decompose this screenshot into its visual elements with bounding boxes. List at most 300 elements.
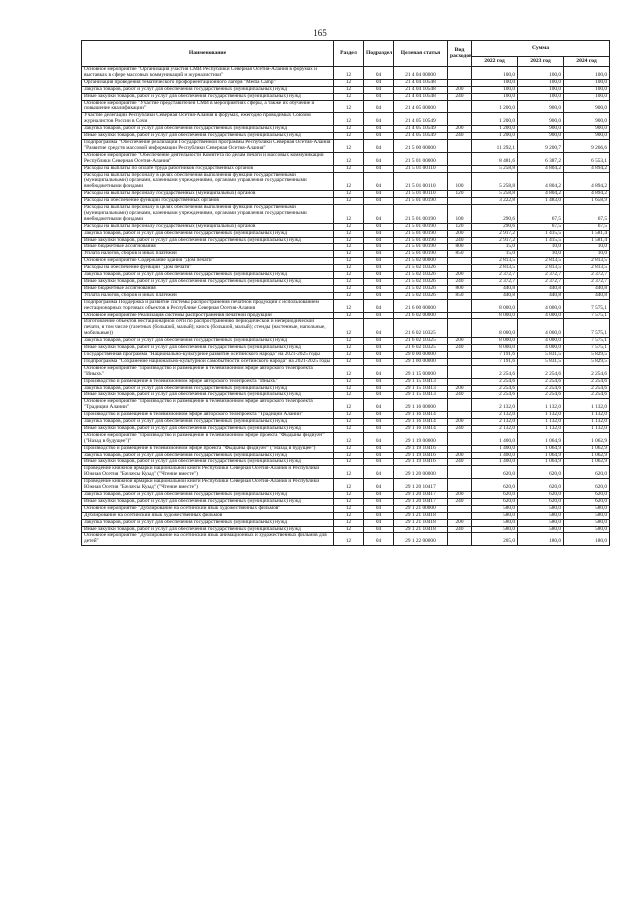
cell-article: 21 5 01 00000 [394,152,448,165]
cell-article: 29 1 15 10413 [394,378,448,385]
cell-subsection: 04 [364,272,394,279]
cell-expense-type: 240 [448,526,472,533]
cell-name: Основное мероприятие "Производство и размещение в телевизионном эфире авторского телепроекта "Иныхъ" [82,365,334,378]
cell-subsection: 04 [364,152,394,165]
cell-sum-2024: 7 575,1 [564,319,610,338]
cell-name: Иные закупки товаров, работ и услуг для обеспечения государственных (муниципальных) нужд [82,279,334,286]
cell-section: 12 [334,479,364,492]
cell-subsection: 04 [364,526,394,533]
cell-sum-2024: 1 062,9 [564,459,610,466]
cell-sum-2024: 67,5 [564,223,610,230]
table-row [82,432,610,445]
cell-sum-2024: 1 581,4 [564,230,610,237]
cell-sum-2023: 180,0 [518,533,564,546]
cell-section: 12 [334,165,364,172]
cell-sum-2023: 1 483,0 [518,198,564,205]
cell-expense-type: 240 [448,133,472,140]
cell-section: 12 [334,319,364,338]
cell-article: 21 5 02 10326 [394,285,448,292]
cell-sum-2022: 620,0 [472,498,518,505]
cell-sum-2022: 1 200,0 [472,126,518,133]
cell-subsection: 04 [364,126,394,133]
cell-sum-2024: 900,0 [564,100,610,113]
cell-section: 12 [334,526,364,533]
cell-sum-2024: 580,0 [564,512,610,519]
cell-name: Иные закупки товаров, работ и услуг для обеспечения государственных (муниципальных) нужд [82,425,334,432]
cell-section: 12 [334,351,364,358]
cell-name: Закупка товаров, работ и услуг для обеспечения государственных (муниципальных) нужд [82,272,334,279]
cell-sum-2022: 100,0 [472,86,518,93]
cell-section: 12 [334,133,364,140]
cell-section: 12 [334,459,364,466]
cell-expense-type: 120 [448,223,472,230]
table-row [82,139,610,152]
cell-sum-2022: 8 481,6 [472,152,518,165]
cell-article: 29 1 20 00000 [394,466,448,479]
cell-sum-2023: 4 804,2 [518,191,564,198]
cell-sum-2024: 100,0 [564,67,610,80]
cell-sum-2024: 1 581,4 [564,237,610,244]
cell-subsection: 04 [364,244,394,251]
cell-section: 12 [334,139,364,152]
cell-subsection: 04 [364,432,394,445]
cell-section: 12 [334,86,364,93]
cell-section: 12 [334,299,364,312]
cell-subsection: 04 [364,498,394,505]
cell-name: Закупка товаров, работ и услуг для обеспечения государственных (муниципальных) нужд [82,230,334,237]
cell-sum-2022: 2 254,6 [472,365,518,378]
cell-sum-2023: 1 064,9 [518,459,564,466]
cell-article: 29 1 19 00000 [394,432,448,445]
cell-sum-2022: 2 917,2 [472,237,518,244]
cell-subsection: 04 [364,378,394,385]
cell-sum-2023: 4 000,0 [518,299,564,312]
header-year-2022: 2022 год [472,57,518,67]
cell-sum-2024: 620,0 [564,479,610,492]
cell-sum-2022: 100,0 [472,79,518,86]
cell-sum-2022: 2 254,6 [472,385,518,392]
cell-sum-2022: 2 254,6 [472,392,518,399]
cell-sum-2022: 8 000,0 [472,312,518,319]
cell-subsection: 04 [364,425,394,432]
table-row [82,365,610,378]
cell-sum-2022: 3 222,8 [472,198,518,205]
cell-sum-2022: 580,0 [472,519,518,526]
cell-name: Закупка товаров, работ и услуг для обеспечения государственных (муниципальных) нужд [82,385,334,392]
cell-section: 12 [334,79,364,86]
cell-article: 21 5 01 00110 [394,172,448,191]
cell-section: 12 [334,198,364,205]
cell-sum-2024: 7 575,1 [564,299,610,312]
cell-article: 21 5 01 00190 [394,223,448,230]
cell-sum-2023: 2 254,6 [518,378,564,385]
cell-section: 12 [334,258,364,265]
cell-subsection: 04 [364,392,394,399]
cell-section: 12 [334,191,364,198]
table-row [82,113,610,126]
cell-subsection: 04 [364,351,394,358]
cell-article: 29 1 16 10414 [394,412,448,419]
cell-name: Закупка товаров, работ и услуг для обеспечения государственных (муниципальных) нужд [82,452,334,459]
cell-sum-2024: 2 254,6 [564,392,610,399]
cell-section: 12 [334,113,364,126]
cell-name: Закупка товаров, работ и услуг для обеспечения государственных (муниципальных) нужд [82,126,334,133]
cell-expense-type: 100 [448,205,472,224]
cell-sum-2023: 100,0 [518,67,564,80]
cell-section: 12 [334,392,364,399]
cell-section: 12 [334,338,364,345]
cell-sum-2023: 580,0 [518,519,564,526]
cell-section: 12 [334,452,364,459]
cell-section: 12 [334,251,364,258]
cell-sum-2023: 10,0 [518,244,564,251]
cell-article: 29 1 16 00000 [394,399,448,412]
cell-sum-2023: 4 000,0 [518,345,564,352]
cell-sum-2022: 620,0 [472,479,518,492]
cell-sum-2024: 7 575,1 [564,338,610,345]
table-row [82,378,610,385]
cell-expense-type [448,198,472,205]
cell-expense-type [448,165,472,172]
cell-sum-2024: 2 813,5 [564,258,610,265]
table-row [82,319,610,338]
cell-sum-2023: 900,0 [518,133,564,140]
cell-sum-2023: 1 415,5 [518,237,564,244]
cell-section: 12 [334,100,364,113]
cell-subsection: 04 [364,265,394,272]
cell-sum-2024: 440,8 [564,285,610,292]
header-name: Наименование [82,41,334,67]
cell-sum-2023: 100,0 [518,93,564,100]
cell-expense-type [448,139,472,152]
cell-name: Расходы на выплаты персоналу государственных (муниципальных) органов [82,191,334,198]
cell-sum-2024: 1 062,9 [564,432,610,445]
cell-name: Иные закупки товаров, работ и услуг для обеспечения государственных (муниципальных) нужд [82,237,334,244]
cell-article: 21 5 01 00190 [394,198,448,205]
cell-section: 12 [334,399,364,412]
cell-subsection: 04 [364,445,394,452]
cell-sum-2024: 900,0 [564,113,610,126]
cell-expense-type [448,113,472,126]
table-row [82,205,610,224]
cell-sum-2023: 4 000,0 [518,319,564,338]
cell-sum-2024: 620,0 [564,492,610,499]
cell-sum-2023: 620,0 [518,498,564,505]
cell-name: Организация проведения тематического профориентационного лагеря "Media Camp" [82,79,334,86]
cell-section: 12 [334,345,364,352]
cell-article: 21 5 01 00110 [394,165,448,172]
cell-article: 21 4 04 10548 [394,93,448,100]
cell-sum-2024: 2 372,7 [564,279,610,286]
table-body [82,67,610,546]
cell-sum-2024: 6 553,1 [564,152,610,165]
cell-subsection: 04 [364,412,394,419]
cell-name: Иные закупки товаров, работ и услуг для обеспечения государственных (муниципальных) нужд [82,392,334,399]
cell-expense-type: 200 [448,519,472,526]
cell-article: 21 5 01 00190 [394,230,448,237]
cell-subsection: 04 [364,251,394,258]
table-row [82,165,610,172]
cell-sum-2024: 100,0 [564,93,610,100]
cell-sum-2024: 4 894,2 [564,165,610,172]
cell-sum-2022: 2 132,0 [472,412,518,419]
cell-section: 12 [334,279,364,286]
cell-subsection: 04 [364,172,394,191]
cell-name: Закупка товаров, работ и услуг для обеспечения государственных (муниципальных) нужд [82,519,334,526]
cell-sum-2022: 440,8 [472,285,518,292]
table-row [82,299,610,312]
cell-sum-2023: 1 132,0 [518,412,564,419]
cell-subsection: 04 [364,505,394,512]
cell-name: Закупка товаров, работ и услуг для обеспечения государственных (муниципальных) нужд [82,492,334,499]
cell-subsection: 04 [364,93,394,100]
cell-subsection: 04 [364,133,394,140]
cell-expense-type: 100 [448,172,472,191]
cell-sum-2022: 2 917,2 [472,230,518,237]
cell-sum-2022: 2 813,5 [472,258,518,265]
cell-sum-2023: 580,0 [518,512,564,519]
cell-expense-type [448,258,472,265]
cell-sum-2023: 10,0 [518,251,564,258]
cell-name: Уплата налогов, сборов и иных платежей [82,292,334,299]
cell-subsection: 04 [364,365,394,378]
cell-subsection: 04 [364,519,394,526]
table-row [82,533,610,546]
cell-sum-2022: 290,6 [472,223,518,230]
cell-name: Основное мероприятие "Производство и размещение в телевизионном эфире проекта "Фыдыны фидиуæг" ("Назад в будущее")" [82,432,334,445]
cell-sum-2023: 620,0 [518,466,564,479]
cell-expense-type: 850 [448,251,472,258]
cell-article: 29 1 15 10413 [394,385,448,392]
cell-sum-2022: 15,0 [472,244,518,251]
cell-sum-2024: 9 266,6 [564,139,610,152]
cell-sum-2022: 100,0 [472,93,518,100]
cell-article: 29 1 21 10418 [394,519,448,526]
cell-name: Основное мероприятие Реализация системы распространения печатной продукции [82,312,334,319]
cell-sum-2024: 2 254,6 [564,385,610,392]
cell-sum-2023: 1 132,0 [518,425,564,432]
cell-sum-2024: 620,0 [564,466,610,479]
cell-article: 21 6 02 10325 [394,338,448,345]
cell-name: Основное мероприятие "Участие представителей СМИ в мероприятиях сферы, а также их обучение и повышение квалификации" [82,100,334,113]
cell-sum-2022: 8 000,0 [472,338,518,345]
cell-name: Расходы на выплаты персоналу государственных (муниципальных) органов [82,223,334,230]
cell-subsection: 04 [364,492,394,499]
cell-sum-2022: 205,0 [472,533,518,546]
cell-sum-2022: 1 400,0 [472,452,518,459]
cell-section: 12 [334,445,364,452]
cell-sum-2024: 900,0 [564,133,610,140]
cell-name: Иные бюджетные ассигнования [82,244,334,251]
cell-sum-2024: 67,5 [564,205,610,224]
cell-sum-2022: 2 132,0 [472,399,518,412]
cell-article: 21 5 02 10326 [394,279,448,286]
cell-section: 12 [334,385,364,392]
cell-sum-2023: 100,0 [518,86,564,93]
cell-expense-type [448,479,472,492]
table-row [82,93,610,100]
cell-section: 12 [334,223,364,230]
cell-expense-type: 800 [448,244,472,251]
cell-sum-2023: 900,0 [518,126,564,133]
cell-name: Расходы на обеспечение функций государственных органов [82,198,334,205]
cell-sum-2023: 440,8 [518,292,564,299]
cell-section: 12 [334,432,364,445]
cell-subsection: 04 [364,79,394,86]
cell-sum-2023: 2 254,6 [518,365,564,378]
cell-section: 12 [334,312,364,319]
cell-sum-2024: 4 894,2 [564,172,610,191]
cell-sum-2023: 1 064,9 [518,432,564,445]
cell-section: 12 [334,244,364,251]
cell-name: Основное мероприятие "Производство и размещение в телевизионном эфире авторского телепроекта "Традиции Алании" [82,399,334,412]
cell-expense-type [448,299,472,312]
table-row [82,100,610,113]
header-year-2023: 2023 год [518,57,564,67]
cell-subsection: 04 [364,345,394,352]
cell-section: 12 [334,172,364,191]
cell-sum-2022: 2 813,5 [472,265,518,272]
cell-article: 21 6 02 10325 [394,319,448,338]
cell-subsection: 04 [364,319,394,338]
cell-sum-2022: 620,0 [472,492,518,499]
cell-sum-2022: 1 400,0 [472,432,518,445]
cell-section: 12 [334,412,364,419]
cell-sum-2022: 440,8 [472,292,518,299]
cell-subsection: 04 [364,466,394,479]
cell-sum-2024: 580,0 [564,526,610,533]
cell-article: 29 1 20 10417 [394,498,448,505]
cell-expense-type: 850 [448,292,472,299]
cell-sum-2024: 1 062,9 [564,452,610,459]
cell-sum-2022: 100,0 [472,67,518,80]
cell-sum-2023: 2 813,5 [518,258,564,265]
cell-expense-type [448,100,472,113]
cell-sum-2022: 11 292,1 [472,139,518,152]
cell-expense-type [448,505,472,512]
cell-section: 12 [334,498,364,505]
cell-section: 12 [334,425,364,432]
cell-expense-type: 800 [448,285,472,292]
cell-name: Основное мероприятие "Дублирование на осетинский язык художественных фильмов" [82,505,334,512]
cell-article: 29 1 15 10413 [394,392,448,399]
cell-sum-2022: 290,6 [472,205,518,224]
cell-name: Иные закупки товаров, работ и услуг для обеспечения государственных (муниципальных) нужд [82,526,334,533]
header-year-2024: 2024 год [564,57,610,67]
cell-subsection: 04 [364,191,394,198]
cell-subsection: 04 [364,312,394,319]
cell-expense-type [448,358,472,365]
table-row [82,519,610,526]
cell-subsection: 04 [364,258,394,265]
cell-article: 29 1 22 00000 [394,533,448,546]
cell-article: 21 6 02 00000 [394,312,448,319]
cell-name: Проведение книжной ярмарки национальной книги Республики Северная Осетия-Алания и Республики Южная Осетия "Бæлæсы Куыд" ("Чтение вместе") [82,479,334,492]
cell-article: 21 4 05 10549 [394,126,448,133]
cell-expense-type: 200 [448,86,472,93]
cell-expense-type: 200 [448,338,472,345]
cell-name: Закупка товаров, работ и услуг для обеспечения государственных (муниципальных) нужд [82,338,334,345]
cell-sum-2024: 100,0 [564,86,610,93]
cell-article: 21 4 04 10548 [394,79,448,86]
cell-expense-type [448,319,472,338]
cell-sum-2022: 1 200,0 [472,133,518,140]
table-row [82,152,610,165]
cell-article: 21 4 04 00000 [394,67,448,80]
cell-sum-2024: 2 372,7 [564,272,610,279]
cell-sum-2024: 180,0 [564,533,610,546]
cell-section: 12 [334,419,364,426]
cell-sum-2022: 8 000,0 [472,319,518,338]
cell-sum-2022: 2 372,7 [472,279,518,286]
cell-sum-2024: 1 132,0 [564,419,610,426]
cell-subsection: 04 [364,165,394,172]
cell-name: Закупка товаров, работ и услуг для обеспечения государственных (муниципальных) нужд [82,86,334,93]
cell-sum-2022: 580,0 [472,505,518,512]
cell-name: Иные закупки товаров, работ и услуг для обеспечения государственных (муниципальных) нужд [82,93,334,100]
cell-sum-2024: 7 575,1 [564,312,610,319]
cell-sum-2024: 2 254,6 [564,365,610,378]
cell-expense-type: 200 [448,492,472,499]
cell-article: 29 1 19 10416 [394,459,448,466]
cell-subsection: 04 [364,452,394,459]
cell-section: 12 [334,152,364,165]
cell-sum-2023: 67,5 [518,205,564,224]
cell-sum-2023: 100,0 [518,79,564,86]
cell-expense-type: 200 [448,126,472,133]
cell-name: Участие делегации Республики Северная Осетия-Алания в форумах, ежегодно проводимых Союзом журналистов России в Сочи [82,113,334,126]
cell-subsection: 04 [364,338,394,345]
cell-sum-2023: 4 000,0 [518,338,564,345]
cell-expense-type [448,533,472,546]
cell-sum-2022: 5 258,8 [472,191,518,198]
cell-expense-type: 120 [448,191,472,198]
cell-section: 12 [334,519,364,526]
cell-name: Государственная программа "Национально-культурное развитие осетинского народа" на 2021-2025 годы [82,351,334,358]
cell-article: 29 1 15 00000 [394,365,448,378]
cell-name: Расходы на выплаты персоналу в целях обеспечения выполнения функций государственными (муниципальными) органами, казенными учреждениями, органами управления государственными внебюджетными фондами [82,172,334,191]
cell-expense-type [448,365,472,378]
cell-article: 21 5 01 00190 [394,237,448,244]
cell-name: Иные закупки товаров, работ и услуг для обеспечения государственных (муниципальных) нужд [82,133,334,140]
cell-article: 29 1 20 10417 [394,479,448,492]
cell-sum-2022: 8 000,0 [472,299,518,312]
cell-section: 12 [334,230,364,237]
cell-expense-type: 200 [448,385,472,392]
cell-section: 12 [334,512,364,519]
cell-subsection: 04 [364,385,394,392]
cell-sum-2022: 580,0 [472,526,518,533]
cell-section: 12 [334,265,364,272]
cell-expense-type: 240 [448,425,472,432]
cell-expense-type [448,432,472,445]
cell-sum-2022: 7 191,6 [472,358,518,365]
cell-article: 21 4 04 10548 [394,86,448,93]
cell-article: 29 1 19 10416 [394,445,448,452]
cell-sum-2024: 620,0 [564,498,610,505]
cell-sum-2024: 1 062,9 [564,445,610,452]
cell-name: Подпрограмма Поддержка и развитие системы распространения печатной продукции с использованием нестационарных торговых объектов в Республике Северная Осетия-Алания [82,299,334,312]
cell-sum-2024: 100,0 [564,79,610,86]
cell-sum-2024: 580,0 [564,505,610,512]
cell-name: Производство и размещение в телевизионном эфире авторского телепроекта "Традиции Алании" [82,412,334,419]
cell-sum-2023: 5 831,5 [518,351,564,358]
cell-sum-2022: 1 200,0 [472,113,518,126]
cell-sum-2023: 2 372,7 [518,279,564,286]
cell-name: Иные бюджетные ассигнования [82,285,334,292]
cell-subsection: 04 [364,230,394,237]
cell-sum-2022: 2 132,0 [472,419,518,426]
